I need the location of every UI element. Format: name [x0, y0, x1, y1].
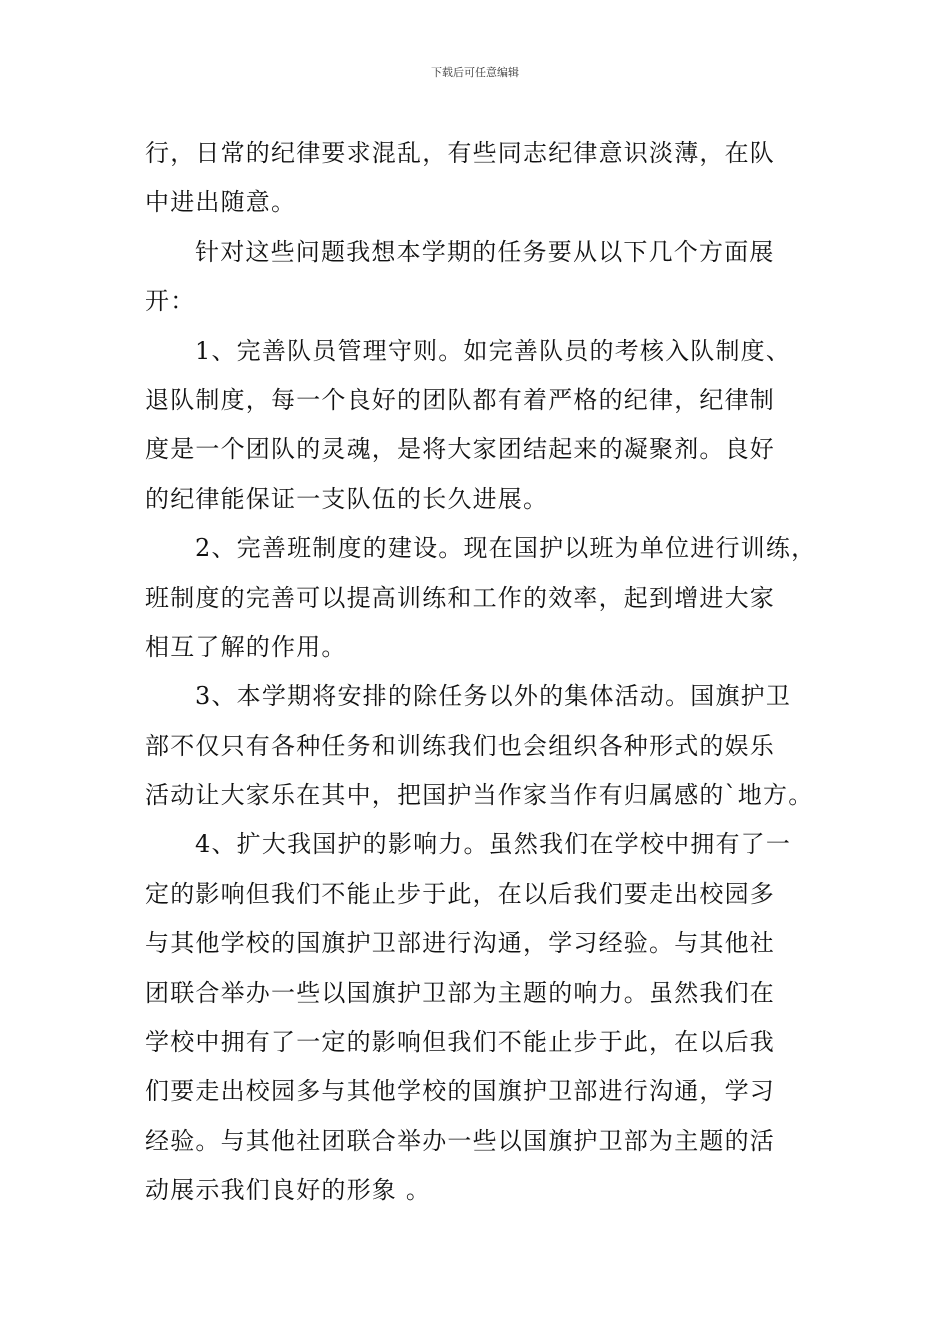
text-line: 针对这些问题我想本学期的任务要从以下几个方面展: [195, 237, 775, 266]
text-line: 1、完善队员管理守则。如完善队员的考核入队制度、: [195, 336, 792, 365]
text-line: 3、本学期将安排的除任务以外的集体活动。国旗护卫: [195, 682, 792, 711]
page-header-note: 下载后可任意编辑: [431, 66, 519, 79]
text-line: 动展示我们良好的形象 。: [145, 1176, 432, 1205]
paragraph-1: [145, 129, 825, 228]
text-line: 的纪律能保证一支队伍的长久进展。: [145, 484, 549, 513]
text-line: 度是一个团队的灵魂，是将大家团结起来的凝聚剂。良好: [145, 435, 775, 464]
text-line: 定的影响但我们不能止步于此，在以后我们要走出校园多: [145, 879, 775, 908]
text-line: 活动让大家乐在其中，把国护当作家当作有归属感的`地方。: [145, 781, 814, 810]
text-line: 们要走出校园多与其他学校的国旗护卫部进行沟通，学习: [145, 1077, 775, 1106]
paragraph-6: [145, 820, 825, 1215]
text-line: 与其他学校的国旗护卫部进行沟通，学习经验。与其他社: [145, 929, 775, 958]
text-line: 班制度的完善可以提高训练和工作的效率，起到增进大家: [145, 583, 775, 612]
text-line: 中进出随意。: [145, 188, 297, 217]
text-line: 退队制度，每一个良好的团队都有着严格的纪律，纪律制: [145, 385, 775, 414]
text-line: 部不仅只有各种任务和训练我们也会组织各种形式的娱乐: [145, 731, 775, 760]
text-line: 行，日常的纪律要求混乱，有些同志纪律意识淡薄，在队: [145, 139, 775, 167]
text-line: 经验。与其他社团联合举办一些以国旗护卫部为主题的活: [145, 1126, 775, 1155]
text-line: 相互了解的作用。: [145, 632, 347, 661]
text-line: 开：: [145, 287, 196, 316]
text-line: 2、完善班制度的建设。现在国护以班为单位进行训练，: [195, 534, 817, 563]
paragraph-5: [145, 672, 825, 820]
paragraph-4: [145, 524, 825, 672]
paragraph-2: [145, 228, 825, 327]
text-line: 学校中拥有了一定的影响但我们不能止步于此，在以后我: [145, 1028, 775, 1057]
text-line: 团联合举办一些以国旗护卫部为主题的响力。虽然我们在: [145, 978, 775, 1007]
text-line: 4、扩大我国护的影响力。虽然我们在学校中拥有了一: [195, 830, 792, 859]
paragraph-3: [145, 327, 825, 525]
document-body: [145, 129, 825, 1216]
